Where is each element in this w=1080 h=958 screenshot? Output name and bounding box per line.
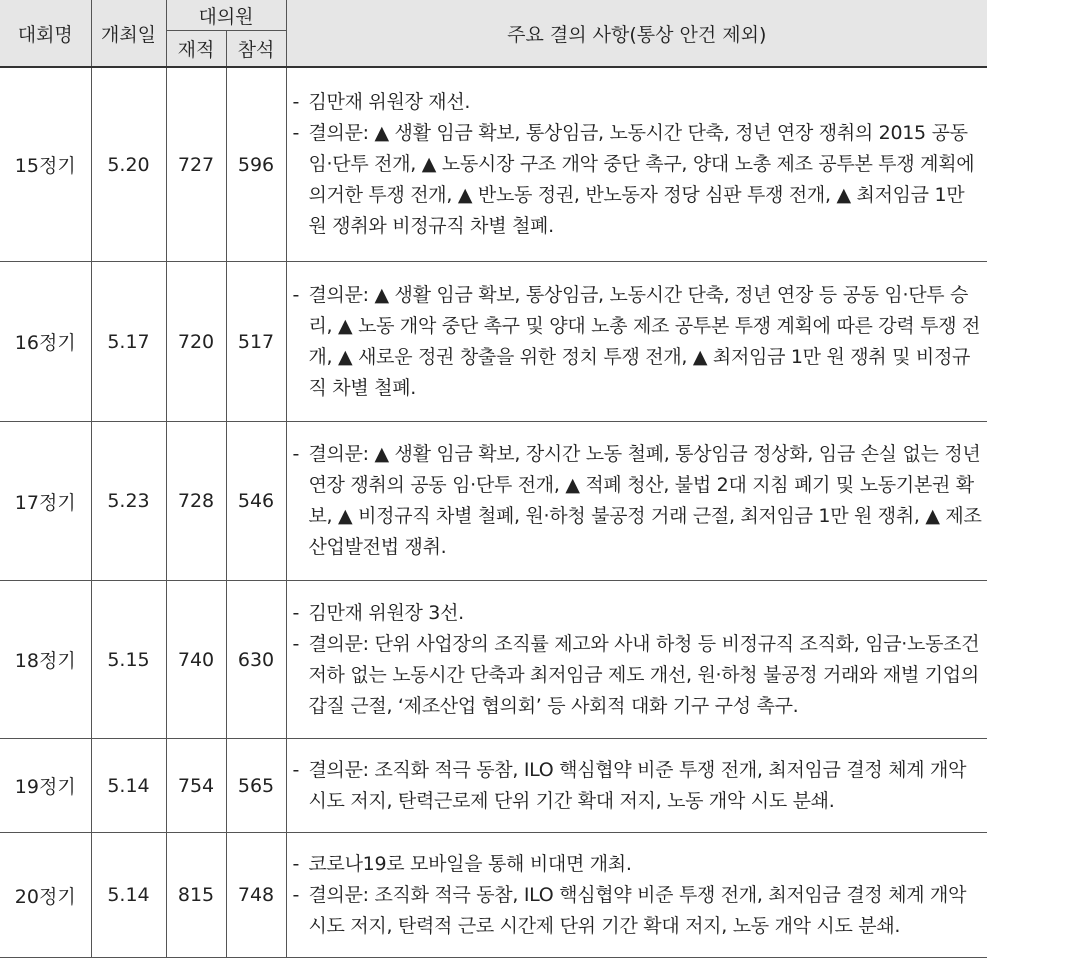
date-cell: 5.14 — [91, 833, 166, 958]
date-cell: 5.20 — [91, 67, 166, 262]
resolutions-cell — [286, 833, 987, 958]
meeting-cell: 16정기 — [0, 262, 91, 422]
header-meeting: 대회명 — [0, 0, 91, 67]
resolutions-cell — [286, 262, 987, 422]
enrolled-cell: 728 — [166, 422, 226, 581]
enrolled-cell: 727 — [166, 67, 226, 262]
resolution-item: - 결의문: ▲ 생활 임금 확보, 통상임금, 노동시간 단축, 정년 연장 등 공동 임·단투 승리, ▲ 노동 개악 중단 촉구 및 양대 노총 제조 공투본 투쟁 계획에 따른 강력 투쟁 전개, ▲ 새로운 정권 창출을 위한 정치 투쟁 전개, ▲ 최저임금 1만 원 쟁취 및 비정규직 차별 철폐. — [292, 283, 981, 399]
header-date: 개최일 — [91, 0, 166, 67]
attending-cell: 748 — [226, 833, 286, 958]
date-cell: 5.15 — [91, 581, 166, 739]
table-row — [0, 833, 987, 958]
meeting-cell: 20정기 — [0, 833, 91, 958]
date-cell: 5.14 — [91, 739, 166, 833]
resolution-item: - 김만재 위원장 3선. — [292, 601, 464, 624]
date-cell: 5.17 — [91, 262, 166, 422]
table-row — [0, 422, 987, 581]
table-row — [0, 581, 987, 739]
meeting-cell: 18정기 — [0, 581, 91, 739]
header-enrolled: 재적 — [166, 31, 226, 68]
enrolled-cell: 740 — [166, 581, 226, 739]
resolution-item: - 결의문: 단위 사업장의 조직률 제고와 사내 하청 등 비정규직 조직화, 임금·노동조건 저하 없는 노동시간 단축과 최저임금 제도 개선, 원·하청 불공정 거래와 재벌 기업의 갑질 근절, ‘제조산업 협의회’ 등 사회적 대화 기구 구성 촉구. — [292, 632, 980, 717]
resolution-item: - 결의문: 조직화 적극 동참, ILO 핵심협약 비준 투쟁 전개, 최저임금 결정 체계 개악 시도 저지, 탄력근로제 단위 기간 확대 저지, 노동 개악 시도 분쇄. — [292, 758, 967, 812]
header-resolutions: 주요 결의 사항(통상 안건 제외) — [286, 0, 987, 67]
attending-cell: 630 — [226, 581, 286, 739]
header-delegates: 대의원 — [166, 0, 286, 31]
attending-cell: 546 — [226, 422, 286, 581]
meeting-cell: 17정기 — [0, 422, 91, 581]
resolutions-cell — [286, 422, 987, 581]
enrolled-cell: 815 — [166, 833, 226, 958]
resolution-item: - 김만재 위원장 재선. — [292, 91, 471, 113]
header-attending: 참석 — [226, 31, 286, 68]
attending-cell: 565 — [226, 739, 286, 833]
resolution-item: - 결의문: 조직화 적극 동참, ILO 핵심협약 비준 투쟁 전개, 최저임금 결정 체계 개악 시도 저지, 탄력적 근로 시간제 단위 기간 확대 저지, 노동 개악 시도 분쇄. — [292, 883, 967, 937]
resolutions-cell — [286, 739, 987, 833]
table-row — [0, 262, 987, 422]
enrolled-cell: 720 — [166, 262, 226, 422]
resolution-item: - 결의문: ▲ 생활 임금 확보, 통상임금, 노동시간 단축, 정년 연장 쟁취의 2015 공동 임·단투 전개, ▲ 노동시장 구조 개악 중단 촉구, 양대 노총 제조 공투본 투쟁 계획에 의거한 투쟁 전개, ▲ 반노동 정권, 반노동자 정당 심판 투쟁 전개, ▲ 최저임금 1만 원 쟁취와 비정규직 차별 철폐. — [292, 122, 975, 237]
resolutions-cell — [286, 67, 987, 262]
attending-cell: 596 — [226, 67, 286, 262]
resolution-item: - 코로나19로 모바일을 통해 비대면 개최. — [292, 852, 632, 875]
resolutions-cell — [286, 581, 987, 739]
attending-cell: 517 — [226, 262, 286, 422]
table-row — [0, 739, 987, 833]
date-cell: 5.23 — [91, 422, 166, 581]
meeting-cell: 15정기 — [0, 67, 91, 262]
enrolled-cell: 754 — [166, 739, 226, 833]
table-row — [0, 67, 987, 262]
meeting-cell: 19정기 — [0, 739, 91, 833]
resolution-item: - 결의문: ▲ 생활 임금 확보, 장시간 노동 철폐, 통상임금 정상화, 임금 손실 없는 정년 연장 쟁취의 공동 임·단투 전개, ▲ 적폐 청산, 불법 2대 지침 폐기 및 노동기본권 확보, ▲ 비정규직 차별 철폐, 원·하청 불공정 거래 근절, 최저임금 1만 원 쟁취, ▲ 제조 산업발전법 쟁취. — [292, 443, 982, 558]
table-header — [0, 0, 987, 67]
